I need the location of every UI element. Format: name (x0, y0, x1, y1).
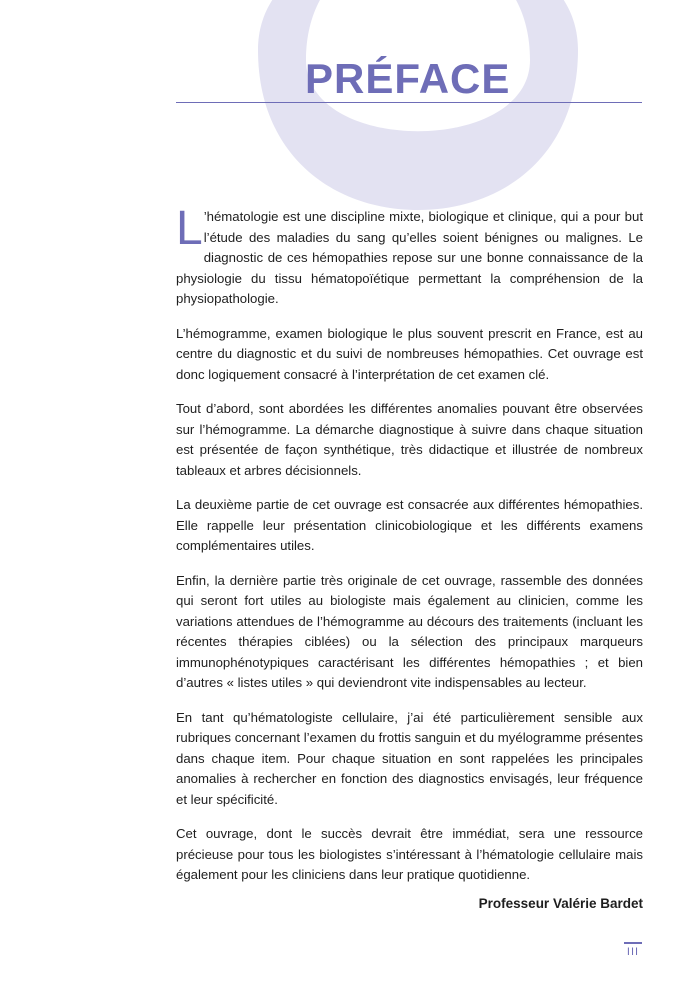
paragraph-4: La deuxième partie de cet ouvrage est consacrée aux différentes hémopathies. Elle rappelle leur présentation clinicobiologique et les différents examens complémentaires utiles. (176, 497, 643, 553)
preface-body (176, 202, 643, 900)
page-title: PRÉFACE (305, 55, 511, 102)
title-underline (176, 102, 642, 103)
paragraph-1-text: ’hématologie est une discipline mixte, biologique et clinique, qui a pour but l’étude des maladies du sang qu’elles soient bénignes ou malignes. Le diagnostic de ces hémopathies repose sur une bonne connaissance de la physiologie du tissu hématopoïétique permettant la compréhension de la physiopathologie. (176, 209, 643, 306)
signature: Professeur Valérie Bardet (478, 896, 643, 911)
paragraph-6: En tant qu’hématologiste cellulaire, j’ai été particulièrement sensible aux rubriques concernant l’examen du frottis sanguin et du myélogramme présentes dans chaque item. Pour chaque situation en sont rappelées les principales anomalies à rechercher en fonction des diagnostics envisagés, leur fréquence et leur spécificité. (176, 709, 643, 807)
paragraph-7: Cet ouvrage, dont le succès devrait être immédiat, sera une ressource précieuse pour tous les biologistes s’intéressant à l’hématologie cellulaire mais également pour les cliniciens dans leur pratique quotidienne. (176, 826, 643, 882)
paragraph-1 (176, 202, 643, 310)
decorative-ring-graphic (258, 0, 578, 210)
paragraph-2: L’hémogramme, examen biologique le plus souvent prescrit en France, est au centre du diagnostic et du suivi de nombreuses hémopathies. Cet ouvrage est donc logiquement consacré à l’interprétation de cet examen clé. (176, 325, 643, 382)
paragraph-5: Enfin, la dernière partie très originale de cet ouvrage, rassemble des données qui seront fort utiles au biologiste mais également au clinicien, comme les variations attendues de l’hémogramme au décours des traitements (incluant les récentes thérapies ciblées) ou la sélection des principaux marqueurs immunophénotypiques caractérisant les différentes hémopathies ; et bien d’autres « listes utiles » qui deviendront vite indispensables au lecteur. (176, 572, 643, 690)
page-number: III (624, 942, 642, 958)
drop-cap: L (176, 202, 203, 255)
paragraph-3: Tout d’abord, sont abordées les différentes anomalies pouvant être observées sur l’hémogramme. La démarche diagnostique à suivre dans chaque situation est présentée de façon synthétique, très didactique et illustrée de nombreux tableaux et arbres décisionnels. (176, 401, 643, 478)
